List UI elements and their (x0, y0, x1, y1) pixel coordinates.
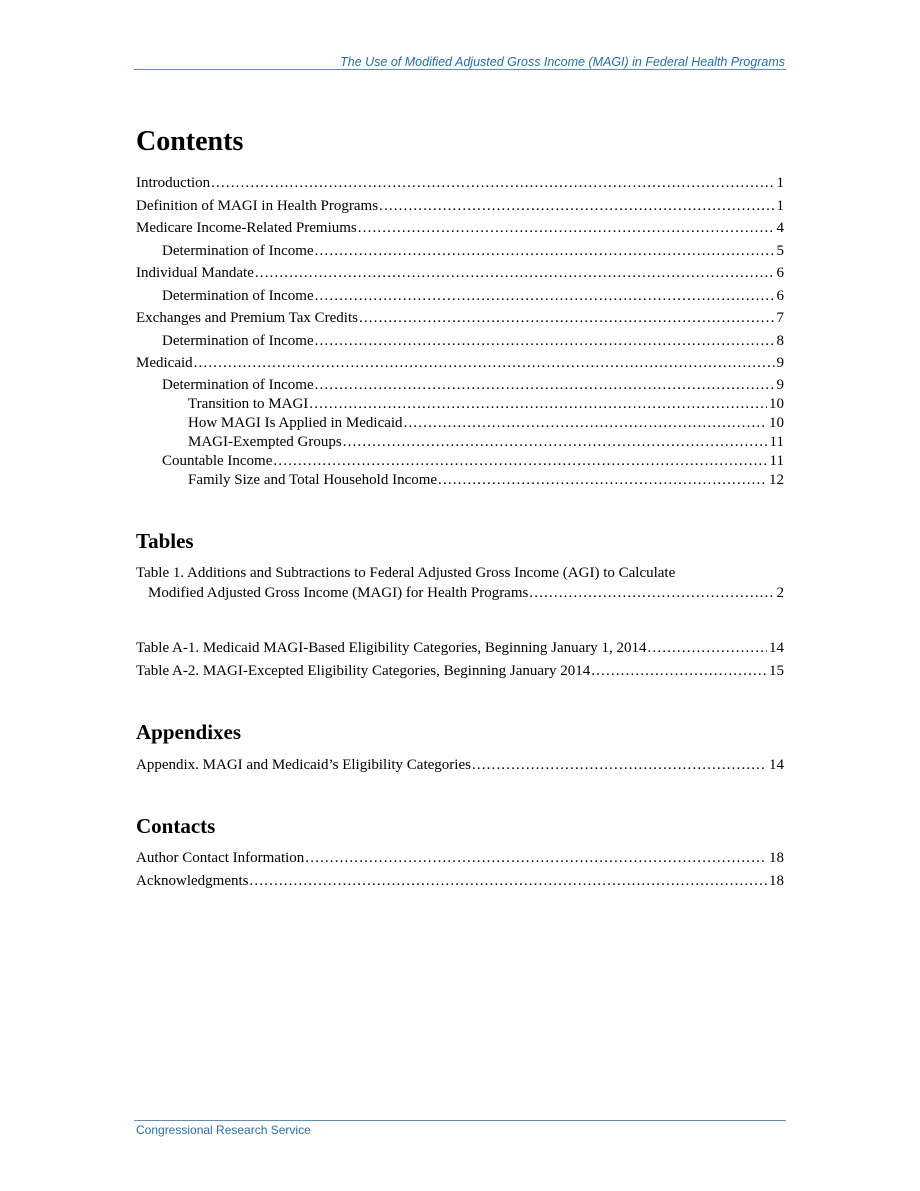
dot-leader (315, 241, 775, 261)
toc-page-number: 5 (776, 243, 784, 259)
dot-leader (194, 353, 775, 373)
dot-leader (315, 286, 775, 306)
dot-leader (255, 263, 775, 283)
toc-page-number: 6 (776, 265, 784, 281)
toc-entry-label: Definition of MAGI in Health Programs (136, 198, 379, 214)
toc-entry-continuation (136, 583, 784, 603)
dot-leader (591, 661, 767, 681)
dot-leader (472, 755, 767, 775)
dot-leader (648, 638, 767, 658)
toc-entry[interactable] (136, 218, 784, 238)
toc-entry-label: Table 1. Additions and Subtractions to Federal Adjusted Gross Income (AGI) to Calculate (136, 565, 676, 581)
toc-page-number: 8 (776, 333, 784, 349)
dot-leader (438, 470, 767, 490)
dot-leader (315, 375, 775, 395)
toc-page-number: 1 (776, 198, 784, 214)
toc-page-number: 9 (776, 377, 784, 393)
footer-organization: Congressional Research Service (136, 1123, 311, 1137)
toc-entry[interactable] (136, 638, 784, 658)
toc-entry[interactable] (136, 563, 784, 603)
toc-page-number: 7 (776, 310, 784, 326)
toc-entry-label: Acknowledgments (136, 873, 249, 889)
toc-page-number: 12 (769, 472, 784, 488)
toc-page-number: 18 (769, 873, 784, 889)
toc-entry-label: Introduction (136, 175, 211, 191)
toc-entry-label: Medicaid (136, 355, 193, 371)
toc-entry[interactable] (188, 413, 784, 433)
toc-entry-label: Individual Mandate (136, 265, 254, 281)
toc-entry[interactable] (162, 331, 784, 351)
toc-page-number: 1 (776, 175, 784, 191)
toc-entry-label: Determination of Income (162, 377, 314, 393)
toc-entry-label: Determination of Income (162, 288, 314, 304)
dot-leader (529, 583, 774, 603)
dot-leader (309, 394, 767, 414)
toc-entry[interactable] (136, 755, 784, 775)
toc-page-number: 2 (776, 585, 784, 601)
toc-entry[interactable] (188, 432, 784, 452)
toc-entry[interactable] (136, 353, 784, 373)
toc-entry-label: Exchanges and Premium Tax Credits (136, 310, 358, 326)
appendixes-heading: Appendixes (136, 720, 242, 744)
toc-page-number: 15 (769, 663, 784, 679)
toc-entry[interactable] (162, 241, 784, 261)
footer-divider (134, 1120, 786, 1121)
toc-entry[interactable] (162, 451, 784, 471)
toc-entry-label: Table A-2. MAGI-Excepted Eligibility Categories, Beginning January 2014 (136, 663, 591, 679)
tables-heading: Tables (136, 529, 194, 553)
toc-entry-label: Appendix. MAGI and Medicaid’s Eligibility Categories (136, 757, 471, 773)
running-title: The Use of Modified Adjusted Gross Income (MAGI) in Federal Health Programs (340, 55, 785, 69)
dot-leader (273, 451, 767, 471)
toc-page-number: 14 (769, 640, 784, 656)
toc-page-number: 10 (769, 415, 784, 431)
toc-page-number: 11 (769, 453, 784, 469)
toc-entry[interactable] (136, 196, 784, 216)
dot-leader (359, 308, 775, 328)
dot-leader (305, 848, 767, 868)
toc-entry-label: Table A-1. Medicaid MAGI-Based Eligibility Categories, Beginning January 1, 2014 (136, 640, 647, 656)
toc-entry[interactable] (136, 871, 784, 891)
toc-page-number: 18 (769, 850, 784, 866)
dot-leader (343, 432, 768, 452)
dot-leader (249, 871, 767, 891)
toc-entry[interactable] (188, 470, 784, 490)
toc-entry-label: Countable Income (162, 453, 273, 469)
toc-entry-label: How MAGI Is Applied in Medicaid (188, 415, 403, 431)
toc-entry-label: Determination of Income (162, 333, 314, 349)
dot-leader (315, 331, 775, 351)
toc-page-number: 9 (776, 355, 784, 371)
toc-entry[interactable] (188, 394, 784, 414)
toc-page-number: 10 (769, 396, 784, 412)
toc-entry[interactable] (162, 286, 784, 306)
toc-entry[interactable] (162, 375, 784, 395)
toc-entry-label: Medicare Income-Related Premiums (136, 220, 357, 236)
toc-entry[interactable] (136, 263, 784, 283)
toc-entry-label: Author Contact Information (136, 850, 305, 866)
toc-entry[interactable] (136, 173, 784, 193)
contacts-heading: Contacts (136, 814, 216, 838)
contents-heading: Contents (136, 126, 244, 157)
toc-entry[interactable] (136, 308, 784, 328)
toc-entry-label: Determination of Income (162, 243, 314, 259)
toc-page-number: 4 (776, 220, 784, 236)
dot-leader (404, 413, 767, 433)
toc-entry[interactable] (136, 848, 784, 868)
toc-entry-label: MAGI-Exempted Groups (188, 434, 342, 450)
toc-page-number: 6 (776, 288, 784, 304)
toc-entry-label: Modified Adjusted Gross Income (MAGI) for Health Programs (148, 585, 529, 601)
dot-leader (358, 218, 775, 238)
toc-entry[interactable] (136, 661, 784, 681)
toc-page-number: 11 (769, 434, 784, 450)
toc-entry-label: Family Size and Total Household Income (188, 472, 438, 488)
dot-leader (211, 173, 774, 193)
header-divider (134, 69, 786, 70)
toc-entry-label: Transition to MAGI (188, 396, 309, 412)
toc-page-number: 14 (769, 757, 784, 773)
dot-leader (379, 196, 774, 216)
